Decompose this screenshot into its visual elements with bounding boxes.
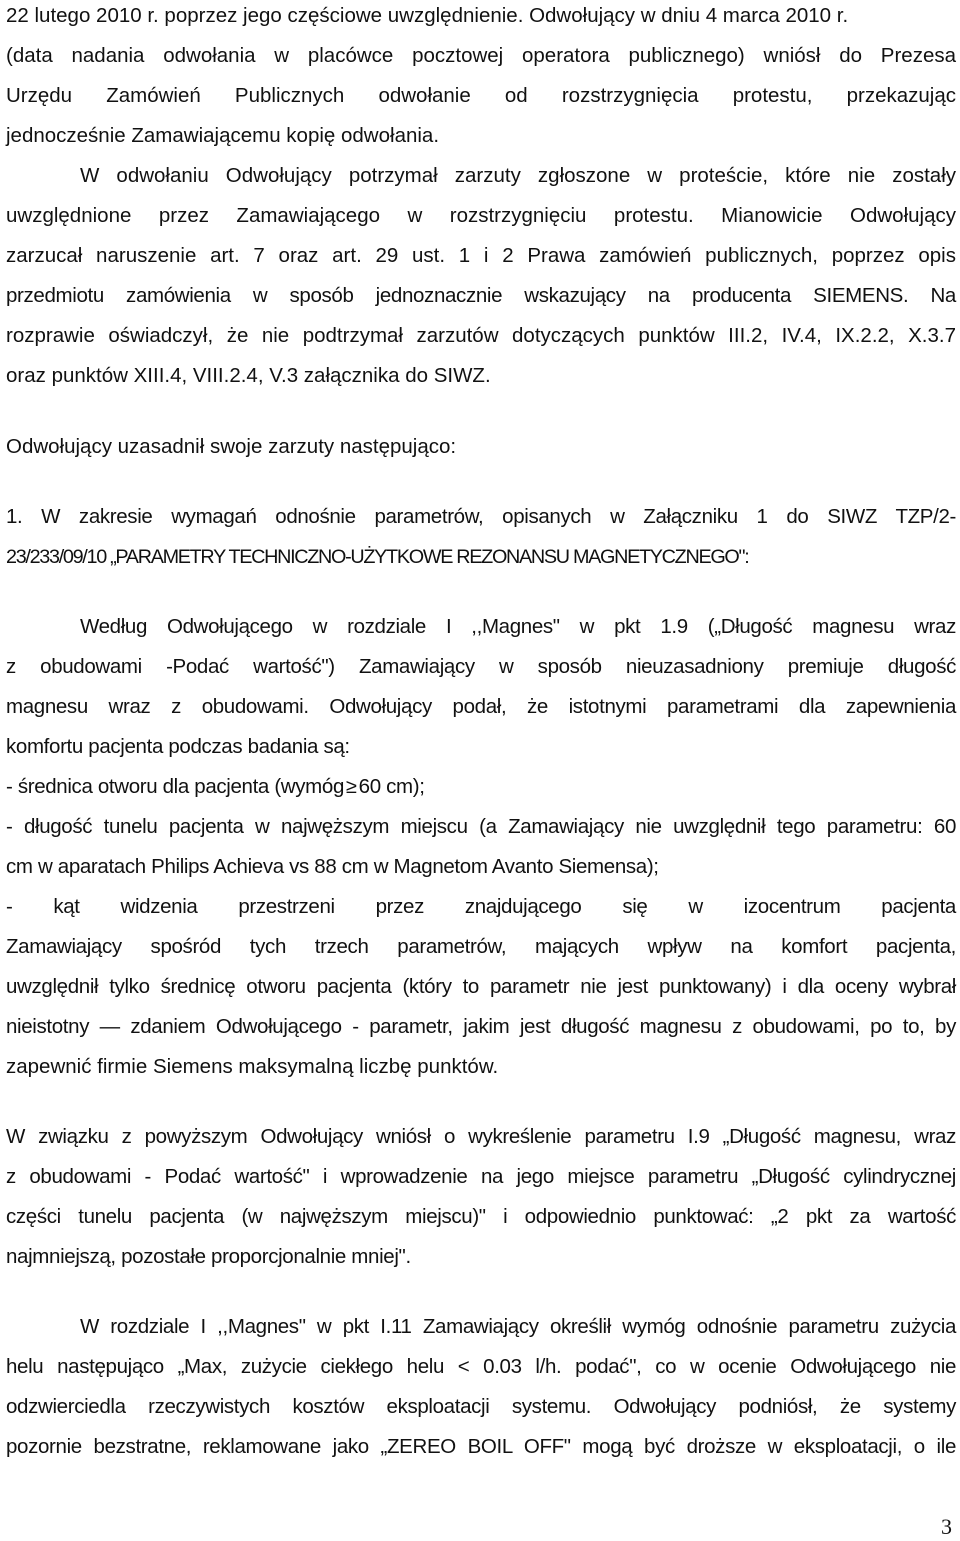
list-item-text: 60 cm); [358,775,425,798]
text-line: W rozdziale I ,,Magnes" w pkt I.11 Zamawiający określił wymóg odnośnie parametru zużycia [80,1315,956,1338]
text-line: z obudowami -Podać wartość") Zamawiający w sposób nieuzasadniony premiuje długość [6,655,956,678]
text-line: 23/233/09/10 „PARAMETRY TECHNICZNO-UŻYTKOWE REZONANSU MAGNETYCZNEGO": [6,546,749,568]
text-line: odzwierciedla rzeczywistych kosztów eksploatacji systemu. Odwołujący podniósł, że systemy [6,1395,956,1418]
list-item-text: - średnica otworu dla pacjenta (wymóg [6,775,344,798]
text-line: Zamawiający spośród tych trzech parametrów, mających wpływ na komfort pacjenta, [6,935,956,958]
list-item: - kąt widzenia przestrzeni przez znajdującego się w izocentrum pacjenta [6,895,956,918]
text-line: zarzucał naruszenie art. 7 oraz art. 29 ust. 1 i 2 Prawa zamówień publicznych, poprzez opis [6,244,956,267]
text-line: komfortu pacjenta podczas badania są: [6,735,350,758]
text-line: cm w aparatach Philips Achieva vs 88 cm w Magnetom Avanto Siemensa); [6,855,659,878]
text-line: z obudowami - Podać wartość" i wprowadzenie na jego miejsce parametru „Długość cylindrycznej [6,1165,956,1188]
text-line: 22 lutego 2010 r. poprzez jego częściowe uwzględnienie. Odwołujący w dniu 4 marca 2010 r. [6,4,849,27]
text-line: przedmiotu zamówienia w sposób jednoznacznie wskazujący na producenta SIEMENS. Na [6,284,956,307]
text-line: uwzględnił tylko średnicę otworu pacjenta (który to parametr nie jest punktowany) i dla oceny wybrał [6,975,956,998]
list-item [6,774,956,800]
text-line: najmniejszą, pozostałe proporcjonalnie mniej". [6,1245,411,1268]
text-line: magnesu wraz z obudowami. Odwołujący podał, że istotnymi parametrami dla zapewnienia [6,695,956,718]
text-line: uwzględnione przez Zamawiającego w rozstrzygnięciu protestu. Mianowicie Odwołujący [6,204,956,227]
section-heading: Odwołujący uzasadnił swoje zarzuty następująco: [6,435,457,458]
text-line: części tunelu pacjenta (w najwęższym miejscu)" i odpowiednio punktować: „2 pkt za wartość [6,1205,956,1228]
text-line: zapewnić firmie Siemens maksymalną liczbę punktów. [6,1055,499,1078]
text-line: oraz punktów XIII.4, VIII.2.4, V.3 załącznika do SIWZ. [6,364,491,387]
text-line: jednocześnie Zamawiającemu kopię odwołania. [6,124,440,147]
text-line: (data nadania odwołania w placówce pocztowej operatora publicznego) wniósł do Prezesa [6,44,956,67]
list-item: - długość tunelu pacjenta w najwęższym miejscu (a Zamawiający nie uwzględnił tego parametru: 60 [6,815,956,838]
text-line: Według Odwołującego w rozdziale I ,,Magnes" w pkt 1.9 („Długość magnesu wraz [80,615,956,638]
text-line: 1. W zakresie wymagań odnośnie parametrów, opisanych w Załączniku 1 do SIWZ TZP/2- [6,505,956,528]
text-line: W związku z powyższym Odwołujący wniósł o wykreślenie parametru I.9 „Długość magnesu, wraz [6,1125,956,1148]
text-line: helu następująco „Max, zużycie ciekłego helu < 0.03 l/h. podać", co w ocenie Odwołującego nie [6,1355,956,1378]
text-line: W odwołaniu Odwołujący potrzymał zarzuty zgłoszone w proteście, które nie zostały [80,164,956,187]
page-number: 3 [941,1514,952,1539]
greater-or-equal-icon: ≥ [346,776,357,798]
text-line: nieistotny — zdaniem Odwołującego - parametr, jakim jest długość magnesu z obudowami, po to, by [6,1015,956,1038]
text-line: pozornie bezstratne, reklamowane jako „ZEREO BOIL OFF" mogą być droższe w eksploatacji, o ile [6,1435,956,1458]
text-line: Urzędu Zamówień Publicznych odwołanie od rozstrzygnięcia protestu, przekazując [6,84,956,107]
text-line: rozprawie oświadczył, że nie podtrzymał zarzutów dotyczących punktów III.2, IV.4, IX.2.2, X.3.7 [6,324,956,347]
